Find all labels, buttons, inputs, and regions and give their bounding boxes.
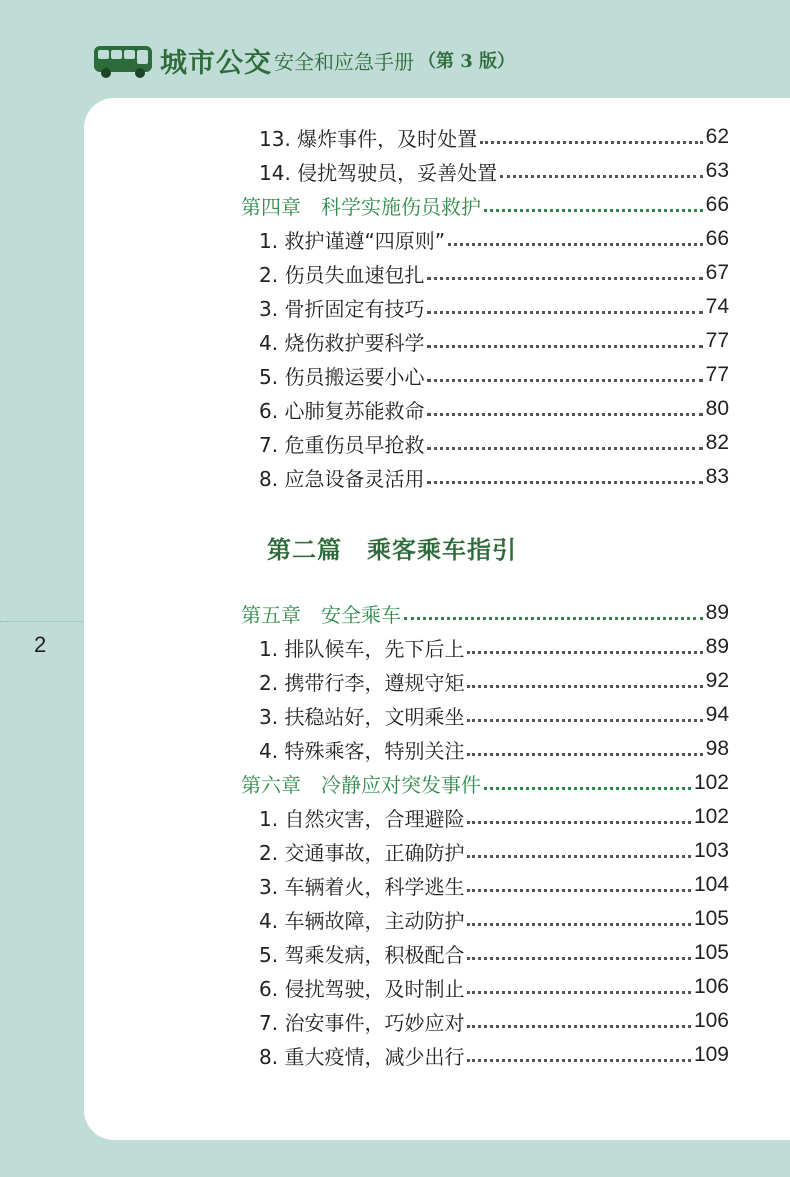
toc-entry[interactable] (259, 257, 729, 289)
toc-chapter-entry[interactable] (241, 597, 729, 629)
toc-entry-label: 3. 扶稳站好，文明乘坐 (259, 704, 465, 729)
toc-page-number: 62 (705, 125, 729, 148)
toc-entry[interactable] (259, 869, 729, 901)
toc-entry-label: 7. 治安事件，巧妙应对 (259, 1010, 465, 1035)
dot-leader (427, 345, 702, 348)
toc-entry-label: 第六章 冷静应对突发事件 (241, 772, 481, 797)
dot-leader (427, 447, 702, 450)
dot-leader (467, 991, 691, 994)
toc-page-number: 102 (693, 771, 729, 794)
dot-leader (448, 243, 702, 246)
toc-entry[interactable] (259, 801, 729, 833)
dot-leader (484, 209, 703, 212)
toc-page-number: 89 (705, 601, 729, 624)
toc-page-number: 98 (705, 737, 729, 760)
toc-page-number: 105 (693, 907, 729, 930)
dot-leader (500, 175, 702, 178)
dot-leader (484, 787, 691, 790)
toc-page-number: 106 (693, 1009, 729, 1032)
dot-leader (427, 379, 702, 382)
toc-entry[interactable] (259, 699, 729, 731)
toc-page-number: 83 (705, 465, 729, 488)
dot-leader (467, 923, 691, 926)
toc-entry[interactable] (259, 121, 729, 153)
book-title-bold: 城市公交 (160, 47, 272, 79)
toc-entry-label: 5. 伤员搬运要小心 (259, 364, 425, 389)
toc-entry-label: 4. 烧伤救护要科学 (259, 330, 425, 355)
dot-leader (467, 651, 702, 654)
toc-entry[interactable] (259, 631, 729, 663)
toc-entry-label: 4. 车辆故障，主动防护 (259, 908, 465, 933)
toc-entry[interactable] (259, 971, 729, 1003)
toc-entry-label: 4. 特殊乘客，特别关注 (259, 738, 465, 763)
dot-leader (404, 617, 703, 620)
dot-leader (427, 277, 702, 280)
toc-entry-label: 2. 携带行李，遵规守矩 (259, 670, 465, 695)
toc-entry[interactable] (259, 359, 729, 391)
toc-entry[interactable] (259, 1005, 729, 1037)
toc-entry[interactable] (259, 291, 729, 323)
toc-entry-label: 2. 伤员失血速包扎 (259, 262, 425, 287)
toc-entry[interactable] (259, 937, 729, 969)
dot-leader (467, 719, 702, 722)
toc-entry-label: 6. 侵扰驾驶，及时制止 (259, 976, 465, 1001)
toc-page-number: 80 (705, 397, 729, 420)
toc-page-number: 66 (705, 193, 729, 216)
toc-page-number: 66 (705, 227, 729, 250)
toc-entry[interactable] (259, 733, 729, 765)
toc-page-number: 106 (693, 975, 729, 998)
toc-chapter-entry[interactable] (241, 767, 729, 799)
dot-leader (467, 753, 702, 756)
toc-entry-label: 第五章 安全乘车 (241, 602, 401, 627)
toc-page-number: 77 (705, 363, 729, 386)
toc-page-number: 102 (693, 805, 729, 828)
toc-entry-label: 8. 重大疫情，减少出行 (259, 1044, 465, 1069)
toc-page-number: 63 (705, 159, 729, 182)
toc-chapter-entry[interactable] (241, 189, 729, 221)
toc-entry-label: 6. 心肺复苏能救命 (259, 398, 425, 423)
toc-entry-label: 14. 侵扰驾驶员，妥善处置 (259, 160, 498, 185)
toc-entry-label: 3. 骨折固定有技巧 (259, 296, 425, 321)
toc-page-number: 109 (693, 1043, 729, 1066)
dot-leader (467, 855, 691, 858)
toc-entry[interactable] (259, 461, 729, 493)
toc-entry[interactable] (259, 903, 729, 935)
book-title-rest: 安全和应急手册 (274, 49, 414, 74)
dot-leader (467, 1059, 691, 1062)
toc-page-number: 104 (693, 873, 729, 896)
dot-leader (480, 141, 702, 144)
dot-leader (467, 685, 702, 688)
dot-leader (427, 311, 702, 314)
toc-entry[interactable] (259, 427, 729, 459)
toc-page-number: 77 (705, 329, 729, 352)
toc-entry[interactable] (259, 155, 729, 187)
toc-entry-label: 8. 应急设备灵活用 (259, 466, 425, 491)
toc-entry-label: 5. 驾乘发病，积极配合 (259, 942, 465, 967)
toc-entry-label: 1. 排队候车，先下后上 (259, 636, 465, 661)
toc-page-number: 105 (693, 941, 729, 964)
toc-entry-label: 第四章 科学实施伤员救护 (241, 194, 481, 219)
toc-entry[interactable] (259, 665, 729, 697)
toc-page-number: 67 (705, 261, 729, 284)
toc-page-number: 94 (705, 703, 729, 726)
toc-entry-label: 2. 交通事故，正确防护 (259, 840, 465, 865)
toc-page-number: 103 (693, 839, 729, 862)
dot-leader (467, 821, 691, 824)
toc-entry[interactable] (259, 393, 729, 425)
toc-page-number: 82 (705, 431, 729, 454)
toc-page-number: 92 (705, 669, 729, 692)
toc-entry-label: 3. 车辆着火，科学逃生 (259, 874, 465, 899)
page-number: 2 (34, 632, 47, 657)
toc-entry[interactable] (259, 835, 729, 867)
dot-leader (467, 957, 691, 960)
dot-leader (427, 413, 702, 416)
toc-entry[interactable] (259, 223, 729, 255)
dot-leader (427, 481, 702, 484)
part-title: 第二篇 乘客乘车指引 (267, 536, 517, 564)
toc-entry-label: 1. 救护谨遵“四原则” (259, 228, 446, 253)
dot-leader (467, 1025, 691, 1028)
toc-page-number: 89 (705, 635, 729, 658)
toc-entry-label: 7. 危重伤员早抢救 (259, 432, 425, 457)
toc-page-number: 74 (705, 295, 729, 318)
toc-entry[interactable] (259, 325, 729, 357)
toc-entry[interactable] (259, 1039, 729, 1071)
toc-entry-label: 1. 自然灾害，合理避险 (259, 806, 465, 831)
dot-leader (467, 889, 691, 892)
toc-entry-label: 13. 爆炸事件，及时处置 (259, 126, 478, 151)
book-edition: （第 3 版） (418, 51, 516, 72)
